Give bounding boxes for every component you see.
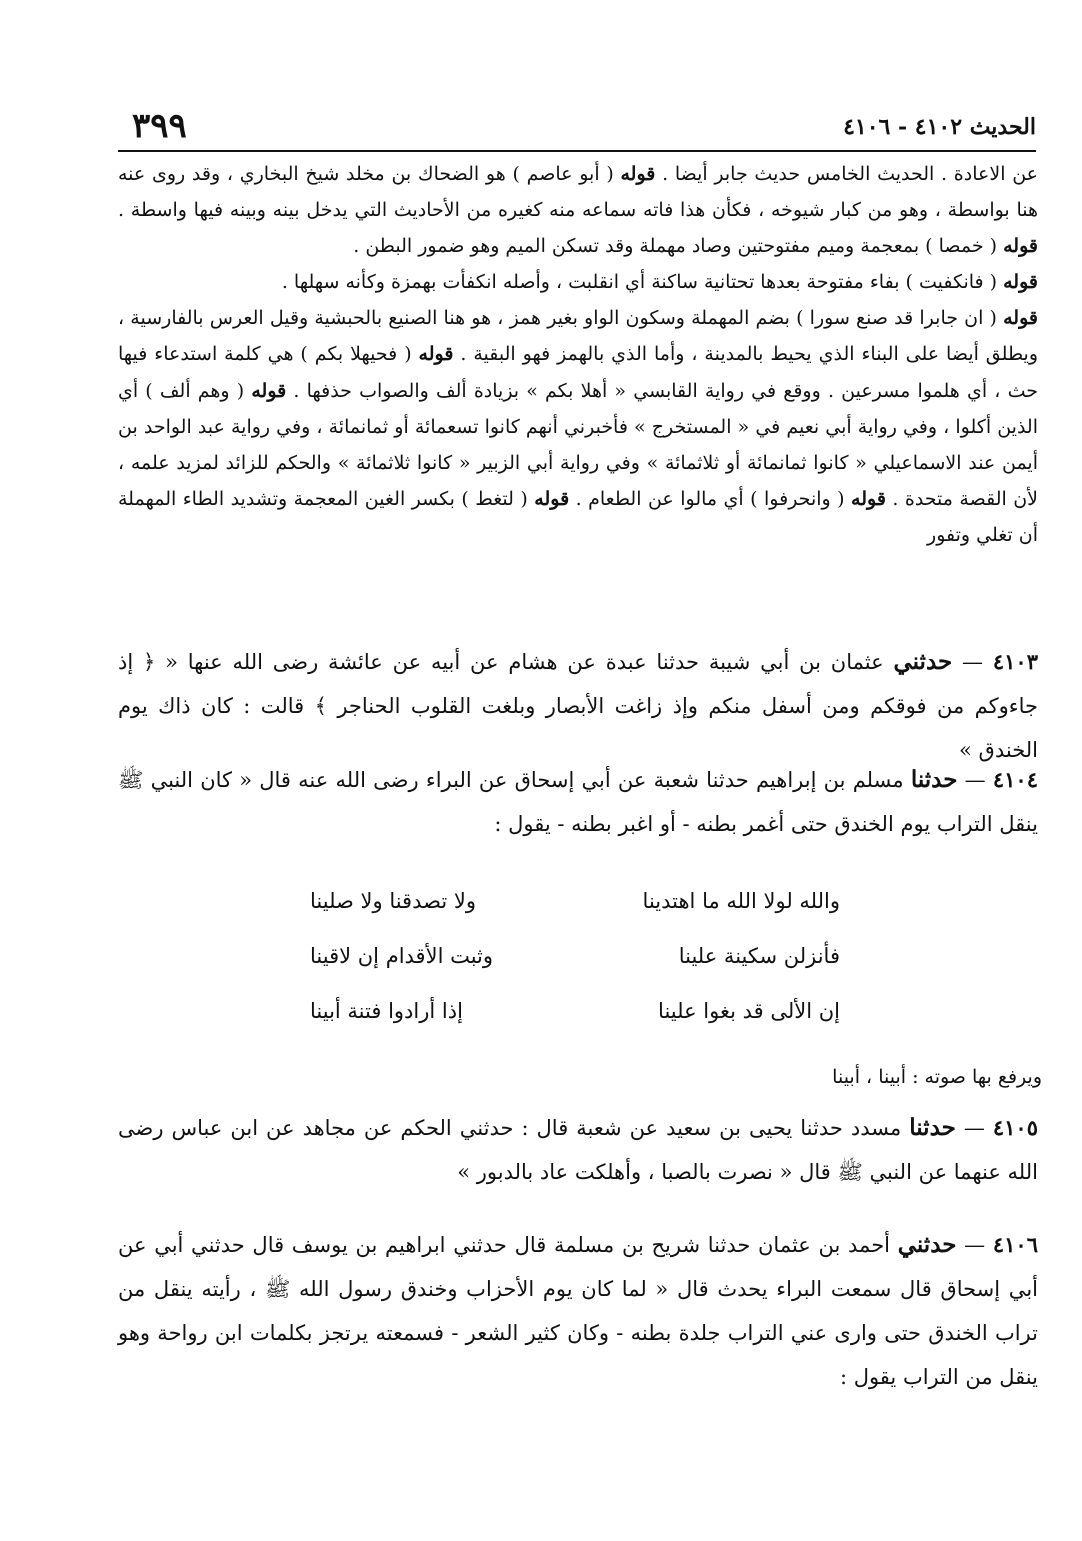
commentary-text: ( فانكفيت ) بفاء مفتوحة بعدها تحتانية ساكنة أي انقلبت ، وأصله انكفأت بهمزة وكأنه سهلها . — [281, 271, 1004, 294]
poem-hemistich-second: ولا تصدقنا ولا صلينا — [310, 889, 476, 913]
commentary-text: ( وانحرفوا ) أي مالوا عن الطعام . — [569, 487, 852, 510]
poem-line — [310, 929, 840, 984]
poem-hemistich-first: فأنزلن سكينة علينا — [678, 944, 840, 968]
poem-line — [310, 874, 840, 929]
poem-closing-note: ويرفع بها صوته : أبينا ، أبينا — [832, 1066, 1042, 1088]
hadith-text: مسلم بن إبراهيم حدثنا شعبة عن أبي إسحاق عن البراء رضى الله عنه قال « كان النبي ﷺ ينقل التراب يوم الخندق حتى أغمر بطنه - أو اغبر بطنه - يقول : — [118, 768, 1038, 836]
qawluhu-keyword: قوله — [534, 487, 570, 510]
hadith-4106: ٤١٠٦ — حدثني أحمد بن عثمان حدثنا شريح بن مسلمة قال حدثني ابراهيم بن يوسف قال حدثني أبي عن أبي إسحاق قال سمعت البراء يحدث قال « لما كان يوم الأحزاب وخندق رسول الله ﷺ ، رأيته ينقل من تراب الخندق حتى وارى عني التراب جلدة بطنه - وكان كثير الشعر - فسمعته يرتجز بكلمات ابن رواحة وهو ينقل من التراب يقول : — [118, 1231, 1038, 1389]
header-rule — [118, 150, 1036, 152]
commentary-text: ( فحيهلا بكم ) هي كلمة استدعاء فيها حث ، أي هلموا مسرعين . ووقع في رواية القابسي « أهلا بكم » بزيادة ألف والصواب حذفها . — [118, 343, 1038, 402]
hadith-text: مسدد حدثنا يحيى بن سعيد عن شعبة قال : حدثني الحكم عن مجاهد عن ابن عباس رضى الله عنهما عن النبي ﷺ قال « نصرت بالصبا ، وأهلكت عاد بالدبور » — [118, 1116, 1038, 1184]
hadith-number: ٤١٠٦ — [992, 1232, 1038, 1257]
hadith-text: عثمان بن أبي شيبة حدثنا عبدة عن هشام عن أبيه عن عائشة رضى الله عنها « ﴿ إذ جاءوكم من فوقكم ومن أسفل منكم وإذ زاغت الأبصار وبلغت القلوب الحناجر ﴾ قالت : كان ذاك يوم الخندق » — [118, 650, 1038, 762]
qawluhu-keyword: قوله — [251, 379, 287, 402]
poem-hemistich-first: والله لولا الله ما اهتدينا — [642, 889, 840, 913]
poem — [310, 874, 840, 1039]
hadith-lead: حدثنا — [910, 766, 958, 793]
commentary-text: ( خمصا ) بمعجمة وميم مفتوحتين وصاد مهملة وقد تسكن الميم وهو ضمور البطن . — [353, 235, 1004, 258]
commentary-block — [118, 156, 1038, 553]
hadith-4105: ٤١٠٥ — حدثنا مسدد حدثنا يحيى بن سعيد عن شعبة قال : حدثني الحكم عن مجاهد عن ابن عباس رضى الله عنهما عن النبي ﷺ قال « نصرت بالصبا ، وأهلكت عاد بالدبور » — [118, 1114, 1038, 1184]
commentary-text: ( وهم ألف ) أي الذين أكلوا ، وفي رواية أبي نعيم في « المستخرج » فأخبرني أنهم كانوا تسعمائة أو ثمانمائة ، وفي رواية عبد الواحد بن أيمن عند الاسماعيلي « كانوا ثمانمائة أو ثلاثمائة » وفي رواية أبي الزبير « كانوا ثلاثمائة » والحكم للزائد لمزيد علمه ، لأن القصة متحدة . — [118, 379, 1039, 510]
poem-hemistich-first: إن الألى قد بغوا علينا — [658, 999, 840, 1023]
qawluhu-keyword: قوله — [620, 163, 656, 185]
qawluhu-keyword: قوله — [418, 343, 454, 366]
qawluhu-keyword: قوله — [1003, 271, 1038, 294]
hadith-4104: ٤١٠٤ — حدثنا مسلم بن إبراهيم حدثنا شعبة عن أبي إسحاق عن البراء رضى الله عنه قال « كان النبي ﷺ ينقل التراب يوم الخندق حتى أغمر بطنه - أو اغبر بطنه - يقول : — [118, 766, 1038, 836]
running-title: الحديث ٤١٠٢ - ٤١٠٦ — [843, 114, 1036, 140]
commentary-text: ( لتغط ) بكسر الغين المعجمة وتشديد الطاء المهملة أن تغلي وتفور — [118, 487, 1038, 546]
hadith-number: ٤١٠٥ — [992, 1115, 1038, 1140]
commentary-paragraph — [118, 156, 1038, 264]
qawluhu-keyword: قوله — [1003, 307, 1038, 330]
commentary-text: ( ان جابرا قد صنع سورا ) بضم المهملة وسكون الواو بغير همز ، هو هنا الصنيع بالحبشية وقيل العرس بالفارسية ، ويطلق أيضا على البناء الذي يحيط بالمدينة ، وأما الذي بالهمز فهو البقية . — [118, 307, 1038, 366]
poem-hemistich-second: وثبت الأقدام إن لاقينا — [310, 944, 494, 968]
page-header — [118, 100, 1036, 152]
poem-line — [310, 984, 840, 1039]
hadith-lead: حدثني — [893, 648, 953, 675]
hadith-number: ٤١٠٤ — [992, 767, 1038, 792]
page-number: ٣٩٩ — [132, 106, 187, 146]
hadith-number: ٤١٠٣ — [992, 649, 1038, 674]
commentary-text: عن الاعادة . الحديث الخامس حديث جابر أيضا . — [655, 163, 1038, 185]
commentary-paragraph — [118, 264, 1038, 300]
hadith-lead: حدثنا — [909, 1114, 956, 1141]
qawluhu-keyword: قوله — [851, 487, 886, 510]
commentary-paragraph — [118, 300, 1038, 553]
hadith-text: أحمد بن عثمان حدثنا شريح بن مسلمة قال حدثني ابراهيم بن يوسف قال حدثني أبي عن أبي إسحاق قال سمعت البراء يحدث قال « لما كان يوم الأحزاب وخندق رسول الله ﷺ ، رأيته ينقل من تراب الخندق حتى وارى عني التراب جلدة بطنه - وكان كثير الشعر - فسمعته يرتجز بكلمات ابن رواحة وهو ينقل من التراب يقول : — [118, 1233, 1038, 1389]
hadith-lead: حدثني — [897, 1231, 957, 1258]
qawluhu-keyword: قوله — [1003, 235, 1038, 258]
hadith-4103: ٤١٠٣ — حدثني عثمان بن أبي شيبة حدثنا عبدة عن هشام عن أبيه عن عائشة رضى الله عنها « ﴿ إذ جاءوكم من فوقكم ومن أسفل منكم وإذ زاغت الأبصار وبلغت القلوب الحناجر ﴾ قالت : كان ذاك يوم الخندق » — [118, 648, 1038, 762]
poem-hemistich-second: إذا أرادوا فتنة أبينا — [310, 999, 463, 1023]
commentary-text: ( أبو عاصم ) هو الضحاك بن مخلد شيخ البخاري ، وقد روى عنه هنا بواسطة ، وهو من كبار شيوخه ، فكأن هذا فاته سماعه منه كغيره من الأحاديث التي يدخل بينه وبينه فيها واسطة . — [118, 163, 1038, 222]
